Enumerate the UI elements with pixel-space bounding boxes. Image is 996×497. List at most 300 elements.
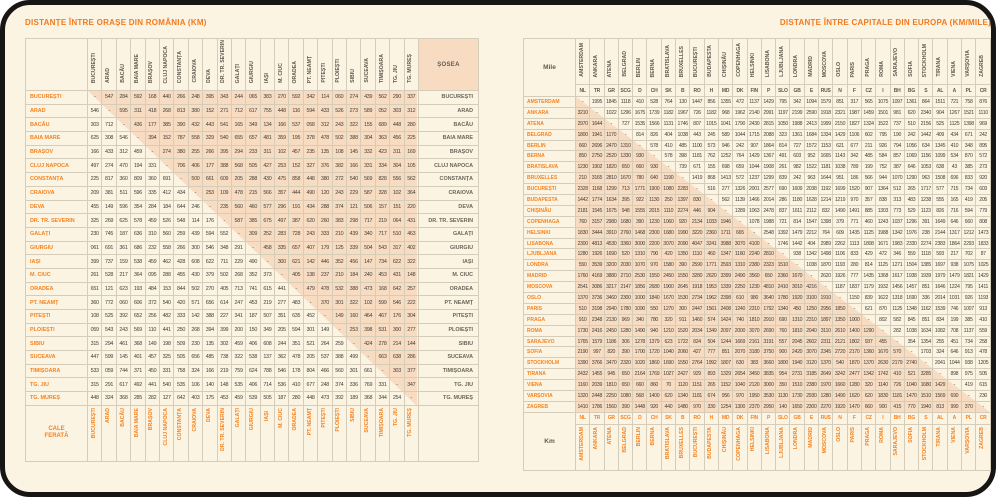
distance-cell: 155 — [361, 118, 375, 132]
distance-cell: 300 — [390, 323, 404, 337]
distance-cell: 2323 — [761, 260, 775, 271]
row-label: OSLO — [524, 293, 576, 304]
row-label: TIRANA — [524, 369, 576, 380]
distance-cell: 368 — [361, 392, 375, 406]
distance-cell: 1192 — [819, 184, 833, 195]
distance-cell: 663 — [375, 351, 389, 365]
distance-cell: 596 — [116, 200, 130, 214]
distance-cell: 686 — [131, 241, 145, 255]
distance-cell: 2250 — [733, 282, 747, 293]
distance-cell: 569 — [361, 173, 375, 187]
distance-cell: 255 — [188, 145, 202, 159]
distance-cell: 1000 — [633, 293, 647, 304]
row-label: ZAGREB — [524, 401, 576, 412]
distance-cell: 149 — [102, 200, 116, 214]
distance-cell: 602 — [861, 129, 875, 140]
distance-cell: 574 — [704, 314, 718, 325]
distance-cell: 383 — [260, 91, 274, 105]
distance-cell: 638 — [390, 351, 404, 365]
distance-cell: 828 — [375, 173, 389, 187]
distance-cell: 406 — [246, 337, 260, 351]
distance-cell: 1097 — [890, 97, 904, 108]
distance-cell: 839 — [776, 173, 790, 184]
distance-cell: 387 — [289, 214, 303, 228]
row-label-right: TIMIȘOARA — [419, 364, 479, 378]
distance-cell: 1027 — [661, 369, 675, 380]
distance-cell: 969 — [618, 314, 632, 325]
distance-cell: 424 — [361, 337, 375, 351]
distance-cell: 1479 — [790, 227, 804, 238]
distance-cell: 335 — [145, 186, 159, 200]
country-code: B — [676, 412, 690, 424]
distance-cell: 102 — [361, 296, 375, 310]
distance-cell: 504 — [704, 336, 718, 347]
distance-cell: 3285 — [919, 369, 933, 380]
distance-cell: 1349 — [704, 325, 718, 336]
distance-cell: 140 — [203, 378, 217, 392]
column-header: LONDRA — [790, 39, 804, 85]
distance-cell: 4100 — [747, 238, 761, 249]
distance-cell: 1038 — [804, 260, 818, 271]
distance-cell: 274 — [347, 91, 361, 105]
distance-cell: 187 — [116, 227, 130, 241]
distance-cell: 473 — [318, 392, 332, 406]
distance-cell: 540 — [159, 296, 173, 310]
table-row — [26, 364, 479, 378]
distance-cell: 450 — [145, 364, 159, 378]
column-footer: MADRID — [804, 424, 818, 470]
distance-cell: 205 — [976, 195, 991, 206]
distance-cell: 543 — [102, 323, 116, 337]
distance-cell: 593 — [933, 249, 947, 260]
distance-cell: 453 — [375, 268, 389, 282]
column-footer: TG. MUREȘ — [404, 405, 418, 461]
distance-cell: 1025 — [976, 260, 991, 271]
row-label: SARAJEVO — [524, 336, 576, 347]
table-row — [524, 358, 991, 369]
table-row — [26, 351, 479, 365]
distance-cell: 176 — [203, 214, 217, 228]
distance-cell: 209 — [88, 186, 102, 200]
distance-cell: 1040 — [661, 347, 675, 358]
distance-cell: 506 — [361, 200, 375, 214]
column-header: LISABONA — [761, 39, 775, 85]
distance-cell: 809 — [131, 173, 145, 187]
distance-cell: 434 — [174, 186, 188, 200]
column-header: BELGRAD — [618, 39, 632, 85]
column-header: OSLO — [833, 39, 847, 85]
distance-cell: 536 — [275, 378, 289, 392]
distance-cell: 1350 — [833, 314, 847, 325]
distance-cell: 913 — [976, 303, 991, 314]
column-header: SARAJEVO — [890, 39, 904, 85]
distance-cell: 1210 — [661, 325, 675, 336]
distance-cell: 997 — [590, 347, 604, 358]
distance-cell: 3185 — [804, 369, 818, 380]
country-code: BH — [890, 85, 904, 97]
distance-cell: 727 — [618, 118, 632, 129]
distance-cell: 969 — [976, 118, 991, 129]
distance-cell: 621 — [861, 303, 875, 314]
distance-cell: 968 — [718, 107, 732, 118]
distance-cell: 1038 — [676, 129, 690, 140]
distance-cell: 1926 — [590, 249, 604, 260]
distance-cell: 2930 — [804, 391, 818, 402]
distance-cell: 1926 — [833, 271, 847, 282]
distance-cell: - — [690, 184, 704, 195]
distance-cell: - — [761, 238, 775, 249]
distance-cell: 638 — [933, 162, 947, 173]
distance-cell: 546 — [116, 132, 130, 146]
row-label: BELGRAD — [524, 129, 576, 140]
distance-cell: 595 — [116, 104, 130, 118]
distance-cell: 391 — [919, 216, 933, 227]
distance-cell: 832 — [819, 205, 833, 216]
row-label: PRAGA — [524, 314, 576, 325]
distance-cell: 455 — [174, 268, 188, 282]
distance-cell: 851 — [919, 282, 933, 293]
distance-cell: 540 — [217, 132, 231, 146]
distance-cell: 622 — [203, 255, 217, 269]
distance-cell: 1348 — [904, 303, 918, 314]
country-code: SLO — [776, 85, 790, 97]
distance-cell: 459 — [231, 337, 245, 351]
distance-cell: 2311 — [819, 336, 833, 347]
distance-cell: 566 — [260, 186, 274, 200]
distance-cell: - — [919, 358, 933, 369]
distance-cell: 1330 — [618, 151, 632, 162]
distance-cell: 734 — [962, 184, 976, 195]
distance-cell: 1069 — [904, 151, 918, 162]
country-code: P — [761, 85, 775, 97]
distance-cell: 2360 — [776, 271, 790, 282]
distance-cell: - — [804, 271, 818, 282]
distance-cell: 728 — [289, 227, 303, 241]
distance-cell: 255 — [933, 336, 947, 347]
distance-cell: 913 — [962, 347, 976, 358]
distance-cell: 1125 — [890, 303, 904, 314]
distance-cell: 1289 — [733, 205, 747, 216]
distance-cell: 325 — [88, 214, 102, 228]
country-code: B — [676, 85, 690, 97]
distance-cell: 610 — [733, 293, 747, 304]
distance-cell: 273 — [347, 104, 361, 118]
distance-cell: 752 — [876, 162, 890, 173]
distance-cell: 920 — [976, 173, 991, 184]
distance-cell: 1504 — [904, 260, 918, 271]
distance-cell: 433 — [102, 145, 116, 159]
country-code: CZ — [861, 85, 875, 97]
distance-cell: 1821 — [962, 271, 976, 282]
column-header: BERLIN — [633, 39, 647, 85]
distance-cell: 269 — [102, 214, 116, 228]
distance-cell: 525 — [102, 310, 116, 324]
distance-cell: 382 — [332, 159, 346, 173]
distance-cell: 388 — [347, 282, 361, 296]
distance-cell: 243 — [116, 323, 130, 337]
distance-cell: 1920 — [790, 293, 804, 304]
distance-cell: - — [704, 195, 718, 206]
distance-cell: 622 — [390, 255, 404, 269]
distance-cell: 2112 — [804, 205, 818, 216]
country-code: D — [633, 85, 647, 97]
distance-cell: 2088 — [761, 129, 775, 140]
distance-cell: 1156 — [919, 151, 933, 162]
distance-cell: 137 — [260, 351, 274, 365]
distance-cell: 378 — [303, 132, 317, 146]
distance-cell: 2991 — [761, 107, 775, 118]
distance-cell: 505 — [260, 392, 274, 406]
distance-cell: 2000 — [733, 325, 747, 336]
distance-cell: 467 — [375, 310, 389, 324]
distance-cell: 265 — [704, 380, 718, 391]
distance-cell: 4813 — [590, 238, 604, 249]
distance-cell: 1180 — [790, 195, 804, 206]
distance-cell: 446 — [318, 255, 332, 269]
column-header: VARȘOVIA — [962, 39, 976, 85]
distance-cell: 938 — [962, 358, 976, 369]
distance-cell: 418 — [145, 104, 159, 118]
distance-cell: 478 — [976, 347, 991, 358]
distance-cell: 277 — [718, 184, 732, 195]
distance-cell: 222 — [404, 296, 418, 310]
distance-cell: - — [590, 107, 604, 118]
distance-cell: 300 — [275, 255, 289, 269]
distance-cell: 1181 — [890, 391, 904, 402]
distance-cell: 762 — [704, 151, 718, 162]
distance-cell: 127 — [159, 392, 173, 406]
distance-cell: 332 — [361, 145, 375, 159]
distance-cell: 1491 — [847, 205, 861, 216]
distance-cell: 1680 — [661, 227, 675, 238]
distance-cell: 1230 — [647, 216, 661, 227]
column-header: TIMIȘOARA — [375, 39, 389, 91]
distance-cell: 970 — [847, 195, 861, 206]
distance-cell: 478 — [289, 351, 303, 365]
distance-cell: 061 — [88, 241, 102, 255]
distance-cell: 313 — [890, 195, 904, 206]
distance-cell: 1007 — [962, 303, 976, 314]
distance-cell: 351 — [289, 337, 303, 351]
distance-cell: 243 — [303, 227, 317, 241]
distance-cell: 525 — [933, 118, 947, 129]
distance-cell: 060 — [116, 296, 130, 310]
distance-cell: 556 — [390, 173, 404, 187]
distance-cell: 3100 — [804, 293, 818, 304]
distance-cell: 1448 — [633, 401, 647, 412]
distance-cell: 759 — [231, 364, 245, 378]
distance-cell: 233 — [246, 145, 260, 159]
distance-cell: - — [661, 162, 675, 173]
distance-cell: 1120 — [676, 380, 690, 391]
distance-cell: 1442 — [919, 129, 933, 140]
distance-cell: 120 — [318, 186, 332, 200]
distance-cell: 145 — [116, 351, 130, 365]
distance-cell: 907 — [747, 140, 761, 151]
distance-cell: 2283 — [676, 184, 690, 195]
distance-cell: 1296 — [904, 216, 918, 227]
distance-cell: 1511 — [933, 97, 947, 108]
distance-cell: 342 — [790, 97, 804, 108]
row-label: DR. TR. SEVERIN — [26, 214, 88, 228]
row-label: BAIA MARE — [26, 132, 88, 146]
distance-cell: 346 — [890, 249, 904, 260]
distance-cell: 3399 — [718, 271, 732, 282]
distance-cell: 220 — [404, 200, 418, 214]
distance-cell: 114 — [188, 214, 202, 228]
distance-cell: 715 — [947, 184, 961, 195]
distance-cell: 059 — [102, 364, 116, 378]
row-label-right: DEVA — [419, 200, 479, 214]
table-row — [26, 214, 479, 228]
distance-cell: 1490 — [833, 391, 847, 402]
distance-cell: 644 — [174, 200, 188, 214]
distance-cell: 599 — [102, 351, 116, 365]
country-code-row — [524, 85, 991, 97]
distance-cell: 739 — [676, 162, 690, 173]
distance-cell: 268 — [159, 104, 173, 118]
row-label: VIENA — [524, 380, 576, 391]
distance-cell: 252 — [260, 227, 274, 241]
distance-cell: 1254 — [718, 401, 732, 412]
distance-cell: 528 — [102, 268, 116, 282]
column-header: STOCKHOLM — [919, 39, 933, 85]
distance-cell: 1699 — [833, 184, 847, 195]
column-header: TG. MUREȘ — [404, 39, 418, 91]
distance-cell: 1303 — [876, 205, 890, 216]
distance-cell: 248 — [188, 91, 202, 105]
distance-cell: 578 — [647, 140, 661, 151]
distance-cell: 1670 — [790, 271, 804, 282]
distance-cell: 242 — [904, 129, 918, 140]
country-code: RUS — [819, 412, 833, 424]
distance-cell: 277 — [404, 323, 418, 337]
distance-cell: 322 — [404, 255, 418, 269]
distance-cell: 520 — [618, 249, 632, 260]
distance-cell: 2989 — [819, 238, 833, 249]
table-row — [524, 260, 991, 271]
distance-cell: 690 — [776, 184, 790, 195]
column-footer: BUCUREȘTI — [690, 424, 704, 470]
distance-cell: 300 — [188, 241, 202, 255]
distance-cell: 440 — [661, 401, 675, 412]
distance-cell: 2380 — [804, 380, 818, 391]
column-header: ROMA — [876, 39, 890, 85]
table-row — [524, 282, 991, 293]
distance-cell: 1953 — [704, 282, 718, 293]
distance-cell: 3539 — [590, 260, 604, 271]
distance-cell: 1118 — [919, 249, 933, 260]
column-header: BUCUREȘTI — [88, 39, 102, 91]
distance-cell: 370 — [962, 401, 976, 412]
distance-cell: 1680 — [919, 380, 933, 391]
distance-cell: 475 — [275, 173, 289, 187]
distance-cell: 1646 — [933, 282, 947, 293]
distance-cell: 570 — [890, 347, 904, 358]
column-header: HELSINKI — [747, 39, 761, 85]
distance-cell: 303 — [390, 364, 404, 378]
distance-cell: 403 — [188, 392, 202, 406]
distance-cell: 290 — [390, 91, 404, 105]
row-label: BRATISLAVA — [524, 162, 576, 173]
distance-cell: 459 — [131, 145, 145, 159]
distance-cell: 406 — [246, 378, 260, 392]
distance-cell: 410 — [633, 97, 647, 108]
column-header: SUCEAVA — [361, 39, 375, 91]
distance-cell: 244 — [275, 337, 289, 351]
distance-cell: 646 — [947, 216, 961, 227]
distance-cell: 1941 — [590, 129, 604, 140]
distance-cell: 540 — [833, 358, 847, 369]
distance-cell: 461 — [116, 337, 130, 351]
distance-cell: 242 — [733, 140, 747, 151]
distance-cell: 1644 — [590, 118, 604, 129]
distance-cell: 1800 — [776, 358, 790, 369]
distance-cell: 3070 — [804, 347, 818, 358]
distance-cell: - — [375, 364, 389, 378]
distance-cell: 938 — [947, 260, 961, 271]
distance-cell: 242 — [976, 129, 991, 140]
distance-cell: 274 — [102, 159, 116, 173]
row-label: M. CIUC — [26, 268, 88, 282]
distance-cell: 504 — [361, 241, 375, 255]
distance-cell: 058 — [303, 118, 317, 132]
distance-cell: 1094 — [804, 97, 818, 108]
distance-cell: 511 — [116, 186, 130, 200]
country-code: S — [919, 412, 933, 424]
distance-cell: 145 — [347, 145, 361, 159]
distance-cell: 373 — [260, 268, 274, 282]
distance-cell: 1342 — [890, 227, 904, 238]
distance-cell: 175 — [203, 392, 217, 406]
distance-cell: 1455 — [590, 369, 604, 380]
distance-cell: 470 — [116, 159, 130, 173]
distance-cell: 856 — [704, 97, 718, 108]
distance-cell: 1860 — [647, 358, 661, 369]
distance-cell: 2310 — [804, 314, 818, 325]
distance-cell: 1995 — [590, 97, 604, 108]
distance-cell: 594 — [303, 104, 317, 118]
distance-cell: 439 — [361, 91, 375, 105]
distance-cell: 390 — [174, 118, 188, 132]
distance-cell: 981 — [890, 107, 904, 118]
distance-cell: 177 — [145, 118, 159, 132]
distance-cell: 1466 — [747, 195, 761, 206]
distance-cell: 1090 — [633, 303, 647, 314]
distance-cell: 380 — [318, 173, 332, 187]
distance-cell: 420 — [661, 249, 675, 260]
distance-cell: 142 — [303, 255, 317, 269]
distance-cell: - — [847, 303, 861, 314]
distance-cell: 315 — [88, 337, 102, 351]
distance-cell: 70 — [661, 380, 675, 391]
country-code: PL — [962, 412, 976, 424]
distance-cell: 773 — [890, 205, 904, 216]
distance-cell: 820 — [604, 347, 618, 358]
distance-cell: - — [102, 104, 116, 118]
distance-cell: 364 — [131, 268, 145, 282]
distance-cell: 577 — [933, 184, 947, 195]
distance-cell: - — [289, 282, 303, 296]
distance-cell: 696 — [947, 173, 961, 184]
distance-cell: 304 — [390, 159, 404, 173]
distance-cell: 311 — [131, 104, 145, 118]
distance-cell: - — [159, 159, 173, 173]
distance-cell: 1238 — [919, 195, 933, 206]
distance-cell: 1765 — [576, 336, 590, 347]
distance-cell: 2038 — [804, 184, 818, 195]
distance-cell: 108 — [332, 145, 346, 159]
